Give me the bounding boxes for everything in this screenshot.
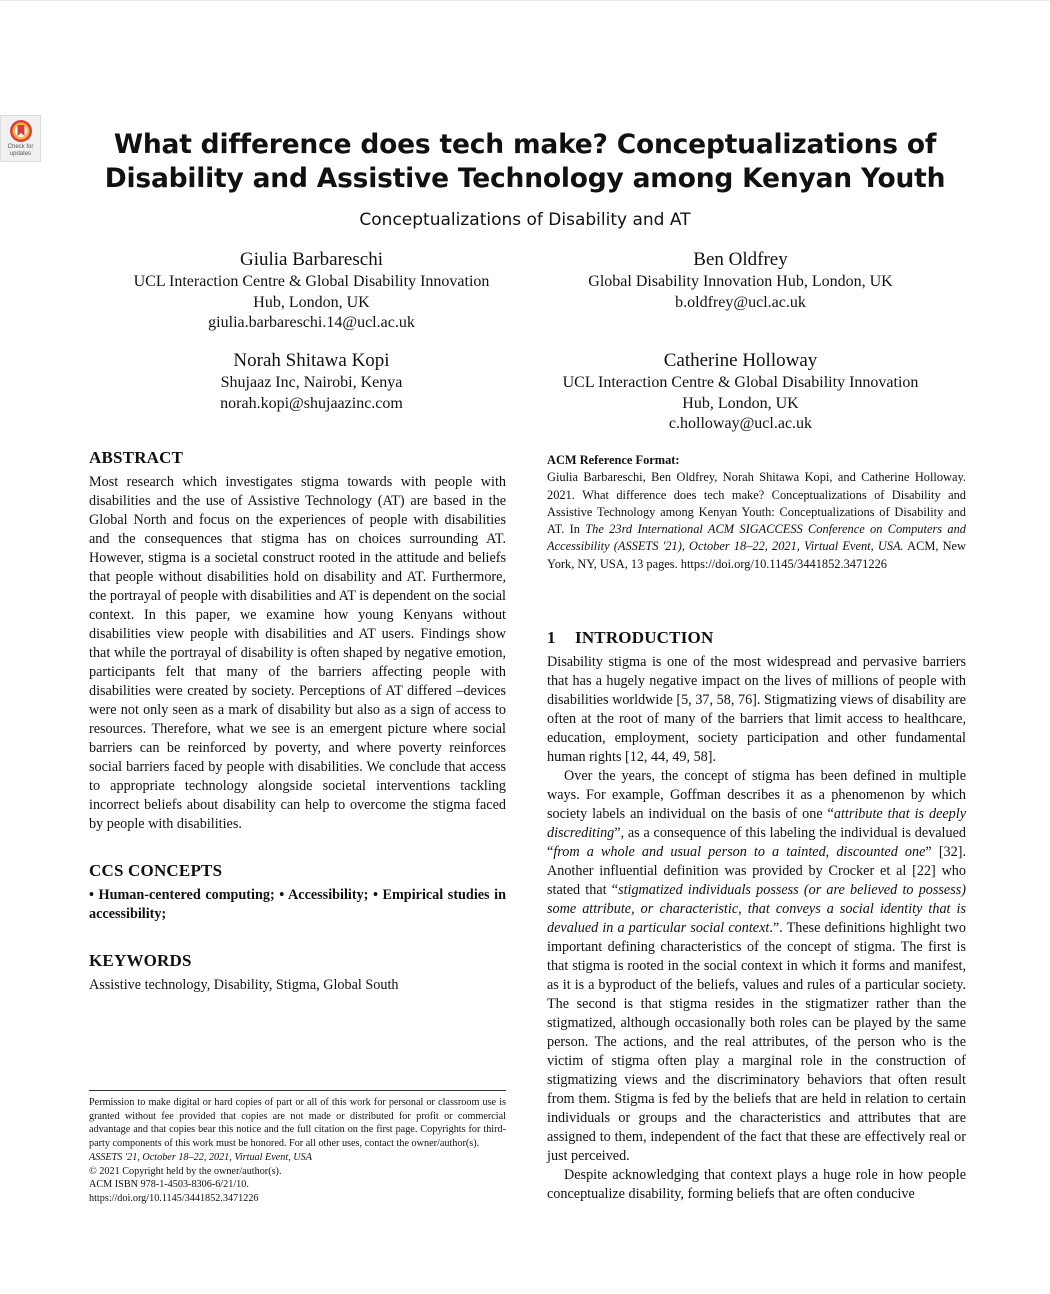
section-number: 1 — [547, 628, 556, 647]
acm-reference-text — [547, 469, 966, 573]
quote-run: attribute that is deeply discrediting — [547, 806, 966, 841]
paper-title — [0, 128, 1050, 196]
isbn-text: ACM ISBN 978-1-4503-8306-6/21/10. — [89, 1179, 249, 1191]
author-block-3 — [89, 349, 534, 414]
author-affiliation: UCL Interaction Centre & Global Disability Innovation — [133, 273, 490, 290]
venue-text: ASSETS '21, October 18–22, 2021, Virtual Event, USA — [89, 1151, 312, 1163]
acm-reference-format — [547, 452, 966, 573]
author-affiliation: UCL Interaction Centre & Global Disability Innovation — [562, 374, 919, 391]
author-block-4 — [520, 349, 961, 435]
author-name: Catherine Holloway — [663, 350, 818, 371]
author-email: b.oldfrey@ucl.ac.uk — [675, 293, 806, 311]
author-block-2 — [520, 248, 961, 313]
introduction-heading — [547, 627, 966, 649]
title-line-2: Disability and Assistive Technology among Kenyan Youth — [104, 163, 946, 194]
abstract-heading: ABSTRACT — [89, 448, 184, 467]
text-run: Over the years, the concept of stigma has been defined in multiple ways. For example, Goffman describes it as a phenomenon by which society labels an individual on the basis of one “ — [547, 768, 966, 822]
acm-reference-venue: The 23rd International ACM SIGACCESS Conference on Computers and Accessibility (ASSETS '21), October 18–22, 2021, Virtual Event, USA. — [547, 522, 966, 554]
paper-subtitle: Conceptualizations of Disability and AT — [359, 210, 691, 230]
author-affiliation: Shujaaz Inc, Nairobi, Kenya — [220, 374, 403, 391]
abstract-text: Most research which investigates stigma towards with people with disabilities and the use of Assistive Technology (AT) are based in the Global North and focus on the experiences of people with disabilities and the consequences that stigma has on choices surrounding AT. However, stigma is a societal construct rooted in the attitude and beliefs that people without disabilities hold on disability and AT. Furthermore, the portrayal of people with disabilities and AT is dependent on the social context. In this paper, we examine how young Kenyans without disabilities view people with disabilities and AT users. Findings show that while the portrayal of disability is often shaped by negative emotion, participants felt that many of the barriers affecting people with disabilities were created by society. Perceptions of AT differed –devices were not only seen as a mark of disability but also as a sign of access to resources. Therefore, what we see is an emergent picture where social barriers can be reinforced by poverty, and where poverty reinforces social barriers faced by people with disabilities. We conclude that access to appropriate technology alongside societal interventions tackling incorrect beliefs about disability can help to overcome the stigma faced by people with disabilities. — [89, 474, 506, 832]
author-name: Ben Oldfrey — [693, 249, 788, 270]
author-affiliation: Hub, London, UK — [682, 394, 799, 412]
page-top-border — [0, 0, 1050, 1]
author-affiliation: Hub, London, UK — [253, 293, 370, 311]
text-run: ” [32]. Another influential definition was provided by Crocker et al [22] who stated that “ — [547, 844, 967, 898]
section-title: INTRODUCTION — [575, 628, 714, 647]
author-name: Giulia Barbareschi — [240, 249, 383, 270]
author-block-1 — [89, 248, 534, 334]
ccs-text: • Human-centered computing; • Accessibility; • Empirical studies in accessibility; — [89, 887, 506, 922]
title-line-1: What difference does tech make? Conceptualizations of — [113, 129, 937, 160]
author-email: c.holloway@ucl.ac.uk — [668, 415, 813, 432]
copyright-text: © 2021 Copyright held by the owner/author(s). — [89, 1165, 282, 1177]
intro-paragraph-2 — [547, 767, 966, 1166]
intro-paragraph-3: Despite acknowledging that context plays a huge role in how people conceptualize disability, forming beliefs that are often conducive — [547, 1167, 966, 1202]
author-email: giulia.barbareschi.14@ucl.ac.uk — [208, 314, 415, 331]
intro-paragraph-1: Disability stigma is one of the most widespread and pervasive barriers that has a hugely negative impact on the lives of millions of people with disabilities worldwide [5, 37, 58, 76]. Stigmatizing views of disability are often at the root of many of the barriers that limit access to healthcare, education, employment, society participation and other fundamental human rights [12, 44, 49, 58]. — [547, 654, 966, 765]
quote-run: from a whole and usual person to a tainted, discounted one — [553, 844, 926, 860]
author-email: norah.kopi@shujaazinc.com — [220, 394, 403, 412]
author-affiliation: Global Disability Innovation Hub, London, UK — [588, 273, 893, 290]
doi-link[interactable]: https://doi.org/10.1145/3441852.3471226 — [89, 1192, 259, 1204]
keywords-heading: KEYWORDS — [89, 951, 192, 970]
permission-text: Permission to make digital or hard copies of part or all of this work for personal or classroom use is granted without fee provided that copies are not made or distributed for profit or commercial advantage and that copies bear this notice and the full citation on the first page. Copyrights for third-party components of this work must be honored. For all other uses, contact the owner/author(s). — [89, 1097, 506, 1150]
badge-label-2: updates — [9, 151, 32, 157]
acm-reference-heading: ACM Reference Format: — [547, 453, 680, 467]
author-name: Norah Shitawa Kopi — [233, 350, 390, 371]
text-run: ”, as a consequence of this labeling the individual is devalued “ — [547, 825, 966, 860]
right-column — [547, 627, 966, 1204]
ccs-heading: CCS CONCEPTS — [89, 861, 223, 880]
text-run: .”. These definitions highlight two important defining characteristics of the concept of stigma. The first is that stigma is rooted in the social context in which it forms and manifest, as it is a byproduct of the beliefs, values and rules of a particular society. The second is that stigma resides in the stigmatizer rather than the stigmatized, although occasionally both roles can be played by the same person. The actions, and the real attributes, of the person who is the victim of stigma often play a marginal role in the construction of stigmatizing views and the discriminatory behaviors that often result from them. Stigma is fed by the beliefs that are held in relation to certain individuals or groups and the characteristics and attributes that are assigned to them, independent of the fact that these are effectively real or just perceived. — [547, 920, 966, 1164]
acm-reference-part-1: Giulia Barbareschi, Ben Oldfrey, Norah Shitawa Kopi, and Catherine Holloway. 2021. What difference does tech make? Conceptualizations of Disability and Assistive Technology among Kenyan Youth: Conceptualizations of Disability and AT. In — [547, 470, 966, 537]
quote-run: stigmatized individuals possess (or are believed to possess) some attribute, or characteristic, that conveys a social identity that is devalued in a particular social context — [547, 882, 966, 936]
acm-reference-part-2: ACM, New York, NY, USA, 13 pages. https://doi.org/10.1145/3441852.3471226 — [547, 539, 966, 571]
keywords-text: Assistive technology, Disability, Stigma, Global South — [89, 977, 399, 993]
permission-footnote — [89, 1090, 506, 1206]
badge-label-1: Check for — [7, 144, 34, 150]
left-column — [89, 447, 506, 995]
